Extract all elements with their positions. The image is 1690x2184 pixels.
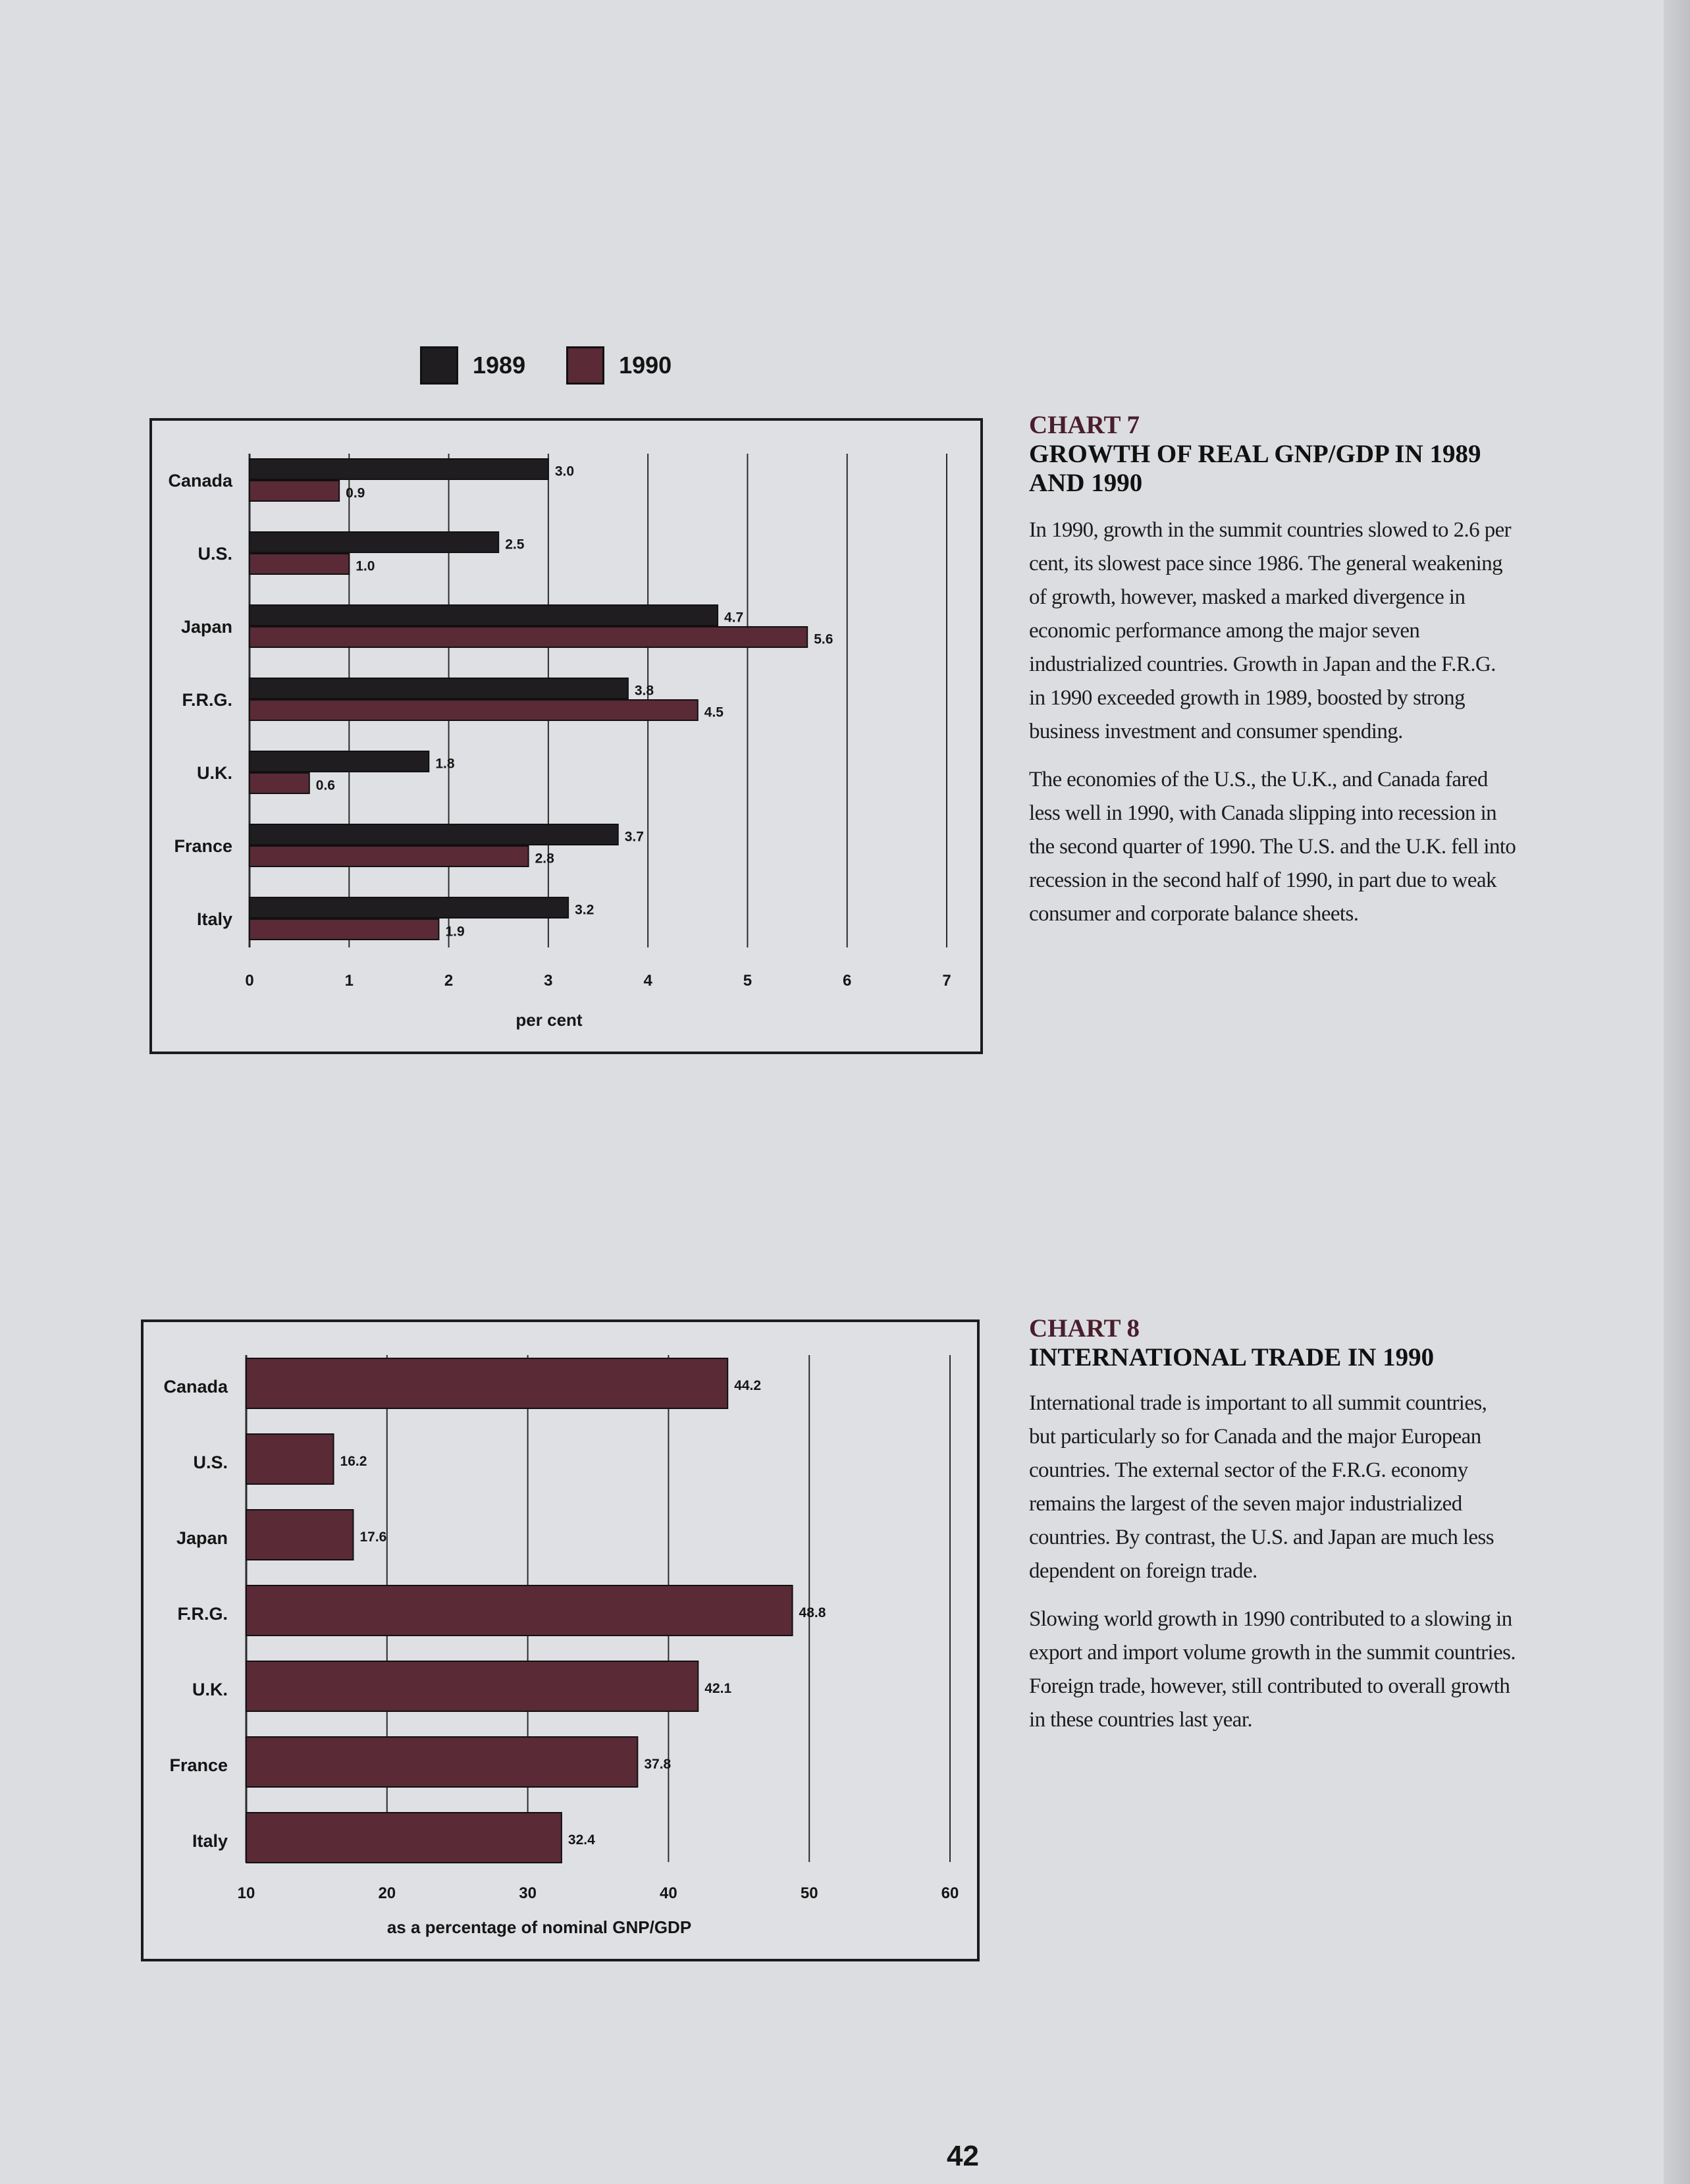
chart7-title	[1029, 411, 1516, 498]
legend-label-1990: 1990	[619, 352, 672, 379]
chart7-bar	[250, 773, 309, 793]
chart7-x-tick-label: 2	[444, 972, 454, 990]
chart8-x-axis-title: as a percentage of nominal GNP/GDP	[386, 1917, 692, 1937]
chart8-x-tick-label: 30	[519, 1884, 537, 1902]
chart7-value-label: 4.7	[724, 610, 744, 626]
chart8-x-tick-label: 60	[941, 1884, 959, 1902]
chart7-number: CHART 7	[1029, 411, 1140, 439]
chart8-title	[1029, 1314, 1516, 1372]
chart8-bar	[246, 1585, 793, 1636]
chart8-trade-chart	[141, 1319, 980, 1961]
chart7-value-label: 1.0	[356, 558, 375, 574]
chart7-category-label: F.R.G.	[182, 690, 232, 710]
chart7-x-tick-label: 4	[643, 972, 652, 990]
chart7-bar	[250, 627, 807, 647]
chart7-value-label: 3.2	[575, 902, 594, 918]
chart8-category-label: Japan	[176, 1528, 228, 1548]
chart8-bar	[246, 1737, 637, 1787]
chart7-plot	[152, 421, 980, 1052]
chart7-value-label: 0.9	[346, 485, 365, 501]
chart8-category-label: F.R.G.	[177, 1604, 228, 1624]
chart7-x-tick-label: 6	[843, 972, 852, 990]
chart8-value-label: 37.8	[644, 1757, 672, 1772]
chart7-bar	[250, 919, 438, 940]
chart7-value-label: 3.0	[554, 464, 575, 479]
legend-label-1989: 1989	[473, 352, 526, 379]
chart8-bar	[246, 1813, 562, 1863]
legend-swatch-1990	[566, 346, 604, 385]
chart8-bar	[246, 1510, 353, 1560]
chart7-bar	[250, 481, 339, 501]
chart8-bar	[246, 1661, 698, 1711]
chart7-x-tick-label: 5	[743, 972, 753, 990]
chart7-paragraph-2: The economies of the U.S., the U.K., and Canada fared less well in 1990, with Canada slipping into recession in the second quarter of 1990. The U.S. and the U.K. fell into recession in the second half of 1990, in part due to weak consumer and corporate balance sheets.	[1029, 768, 1516, 926]
chart7-category-label: U.K.	[197, 763, 232, 783]
chart7-value-label: 2.5	[505, 537, 525, 552]
chart7-x-tick-label: 1	[344, 972, 354, 990]
chart8-number: CHART 8	[1029, 1314, 1140, 1343]
chart8-value-label: 42.1	[704, 1681, 732, 1696]
chart7-bar	[250, 824, 618, 845]
legend-swatch-1989	[420, 346, 458, 385]
chart8-value-label: 44.2	[734, 1378, 762, 1393]
chart8-value-label: 32.4	[568, 1832, 595, 1848]
chart7-bar	[250, 532, 498, 552]
chart7-text	[1029, 411, 1516, 946]
chart7-category-label: U.S.	[198, 544, 232, 564]
chart7-category-label: France	[174, 836, 232, 856]
chart8-paragraph-1: International trade is important to all summit countries, but particularly so for Canada and the major European countries. The external sector of the F.R.G. economy remains the largest of the seven major industrialized countries. By contrast, the U.S. and Japan are much less dependent on foreign trade.	[1029, 1391, 1494, 1583]
chart8-category-label: Canada	[163, 1377, 228, 1397]
chart7-x-tick-label: 3	[544, 972, 553, 990]
chart8-plot	[144, 1322, 977, 1959]
chart7-bar	[250, 459, 548, 479]
chart8-value-label: 48.8	[799, 1605, 826, 1620]
chart7-bar	[250, 846, 529, 866]
chart8-text	[1029, 1314, 1516, 1751]
chart7-value-label: 3.8	[634, 683, 654, 699]
chart7-bar	[250, 700, 698, 720]
chart8-value-label: 16.2	[340, 1454, 367, 1469]
chart7-value-label: 2.8	[535, 851, 554, 866]
chart7-bar	[250, 678, 628, 699]
chart7-growth-chart	[149, 418, 983, 1054]
chart7-value-label: 1.9	[445, 924, 465, 940]
chart7-x-tick-label: 0	[245, 972, 254, 990]
chart8-x-tick-label: 20	[378, 1884, 396, 1902]
chart8-category-label: U.S.	[193, 1452, 228, 1472]
chart7-paragraph-1: In 1990, growth in the summit countries slowed to 2.6 per cent, its slowest pace since 1986. The general weakening of growth, however, masked a marked divergence in economic performance among the major seven industrialized countries. Growth in Japan and the F.R.G. in 1990 exceeded growth in 1989, boosted by strong business investment and consumer spending.	[1029, 518, 1512, 743]
chart8-heading: INTERNATIONAL TRADE IN 1990	[1029, 1343, 1435, 1372]
chart8-paragraph-2: Slowing world growth in 1990 contributed to a slowing in export and import volume growth in the summit countries. Foreign trade, however, still contributed to overall growth in these countries last year.	[1029, 1607, 1516, 1732]
chart7-value-label: 5.6	[814, 631, 833, 647]
chart7-value-label: 0.6	[315, 778, 335, 793]
chart7-category-label: Canada	[168, 471, 232, 491]
chart8-category-label: Italy	[192, 1831, 228, 1851]
chart7-category-label: Italy	[196, 909, 232, 929]
chart8-x-tick-label: 50	[800, 1884, 818, 1902]
chart7-bar	[250, 897, 568, 918]
chart7-value-label: 4.5	[704, 705, 724, 720]
chart7-category-label: Japan	[180, 617, 232, 637]
chart7-bar	[250, 751, 429, 772]
chart8-x-tick-label: 10	[237, 1884, 255, 1902]
chart8-bar	[246, 1434, 334, 1484]
page-edge	[1664, 0, 1690, 2184]
chart7-bar	[250, 554, 349, 574]
chart7-x-axis-title: per cent	[515, 1010, 583, 1030]
chart7-heading: GROWTH OF REAL GNP/GDP IN 1989 AND 1990	[1029, 440, 1481, 497]
chart8-value-label: 17.6	[359, 1530, 387, 1545]
legend-item-1989	[420, 346, 525, 385]
chart8-bar	[246, 1358, 727, 1408]
chart7-legend	[420, 342, 712, 388]
chart8-x-tick-label: 40	[660, 1884, 677, 1902]
chart7-value-label: 1.8	[435, 756, 455, 772]
page-number: 42	[947, 2140, 979, 2172]
chart7-value-label: 3.7	[624, 829, 644, 845]
chart8-category-label: U.K.	[192, 1680, 228, 1699]
chart7-bar	[250, 605, 718, 626]
legend-item-1990	[566, 346, 672, 385]
chart7-x-tick-label: 7	[942, 972, 951, 990]
chart8-category-label: France	[169, 1755, 228, 1775]
